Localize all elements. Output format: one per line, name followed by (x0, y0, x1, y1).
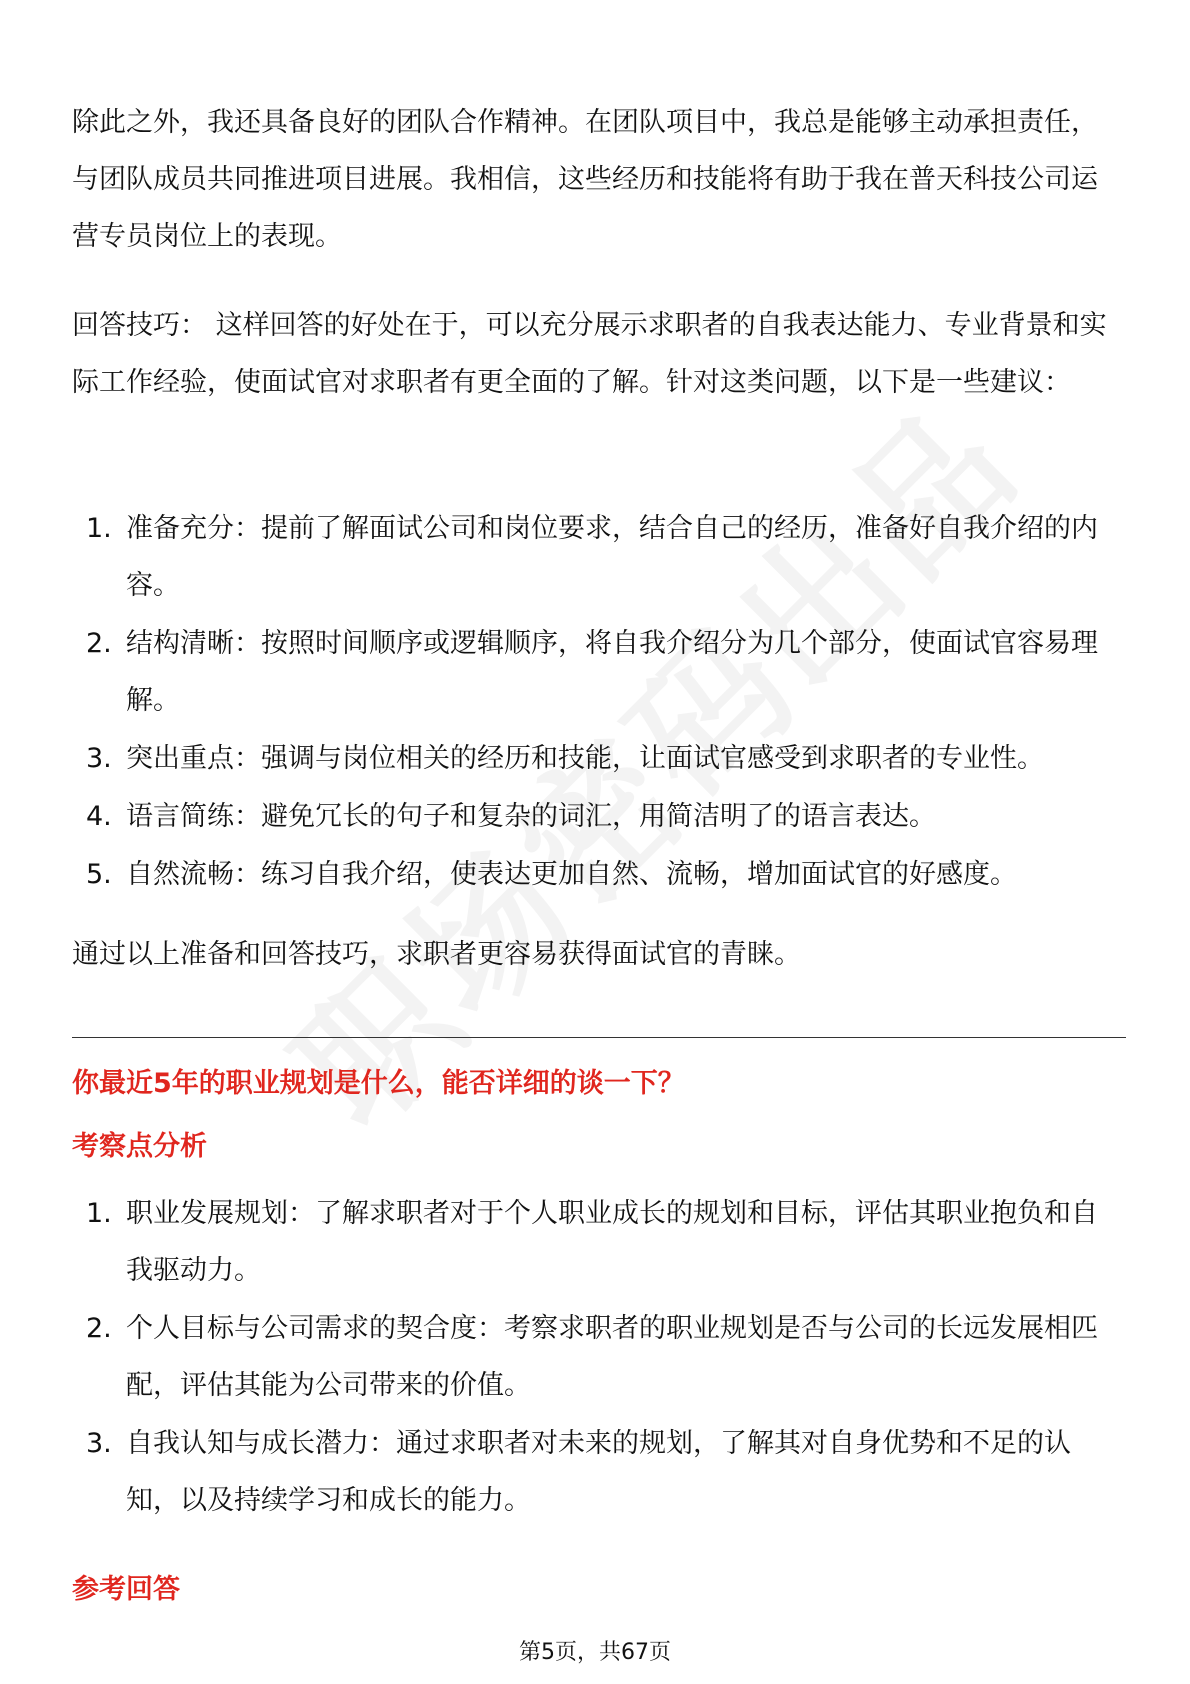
section-divider (72, 1037, 1126, 1038)
list-item-number: 2. (86, 1313, 112, 1344)
list-item-text: 职业发展规划：了解求职者对于个人职业成长的规划和目标，评估其职业抱负和自我驱动力。 (126, 1198, 1098, 1286)
analysis-heading: 考察点分析 (72, 1131, 207, 1162)
reference-answer-heading: 参考回答 (72, 1574, 180, 1605)
list-item-text: 自然流畅：练习自我介绍，使表达更加自然、流畅，增加面试官的好感度。 (126, 859, 1017, 890)
list-item (72, 788, 1122, 845)
list-item-text: 突出重点：强调与岗位相关的经历和技能，让面试官感受到求职者的专业性。 (126, 743, 1044, 774)
list-item-number: 4. (86, 801, 112, 832)
list-item-text: 自我认知与成长潜力：通过求职者对未来的规划，了解其对自身优势和不足的认知，以及持续学习和成长的能力。 (126, 1428, 1071, 1516)
list-item-text: 个人目标与公司需求的契合度：考察求职者的职业规划是否与公司的长远发展相匹配，评估其能为公司带来的价值。 (126, 1313, 1098, 1401)
list-item-text: 语言简练：避免冗长的句子和复杂的词汇，用简洁明了的语言表达。 (126, 801, 936, 832)
tips-intro-paragraph: 回答技巧： 这样回答的好处在于，可以充分展示求职者的自我表达能力、专业背景和实际工作经验，使面试官对求职者有更全面的了解。针对这类问题，以下是一些建议： (72, 310, 1107, 398)
list-item-number: 2. (86, 628, 112, 659)
analysis-list (72, 1185, 1122, 1530)
intro-paragraph: 除此之外，我还具备良好的团队合作精神。在团队项目中，我总是能够主动承担责任，与团队成员共同推进项目进展。我相信，这些经历和技能将有助于我在普天科技公司运营专员岗位上的表现。 (72, 107, 1098, 252)
list-item-number: 3. (86, 1428, 112, 1459)
list-item-number: 1. (86, 513, 112, 544)
list-item (72, 500, 1122, 614)
list-item-text: 准备充分：提前了解面试公司和岗位要求，结合自己的经历，准备好自我介绍的内容。 (126, 513, 1098, 601)
list-item (72, 1415, 1122, 1529)
question-heading: 你最近5年的职业规划是什么，能否详细的谈一下？ (72, 1068, 685, 1099)
conclusion-paragraph: 通过以上准备和回答技巧，求职者更容易获得面试官的青睐。 (72, 939, 801, 970)
list-item-text: 结构清晰：按照时间顺序或逻辑顺序，将自我介绍分为几个部分，使面试官容易理解。 (126, 628, 1098, 716)
list-item (72, 730, 1122, 787)
list-item (72, 1300, 1122, 1414)
page-footer: 第5页，共67页 (519, 1640, 671, 1665)
tips-list (72, 500, 1122, 904)
list-item-number: 1. (86, 1198, 112, 1229)
list-item (72, 1185, 1122, 1299)
list-item-number: 5. (86, 859, 112, 890)
list-item (72, 846, 1122, 903)
list-item (72, 615, 1122, 729)
list-item-number: 3. (86, 743, 112, 774)
